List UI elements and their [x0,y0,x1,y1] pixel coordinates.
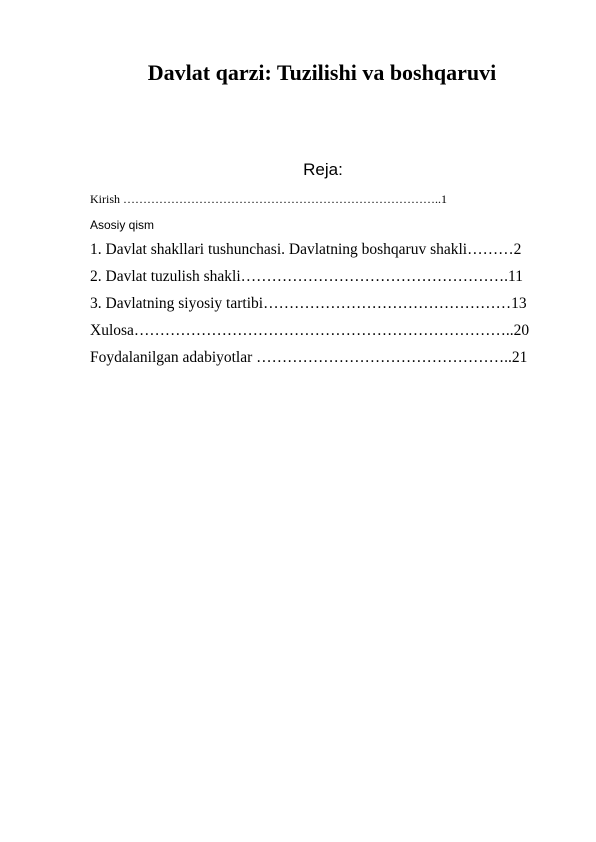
toc-entry-asosiy-qism: Asosiy qism [90,218,155,232]
document-title: Davlat qarzi: Tuzilishi va boshqaruvi [147,60,497,85]
toc-entry-2: 2. Davlat tuzulish shakli…………………………………………….11 [90,268,523,285]
toc-entry-kirish: Kirish ……………………………………………………………………..1 [90,192,447,206]
toc-entry-1: 1. Davlat shakllari tushunchasi. Davlatning boshqaruv shakli………2 [90,241,522,258]
toc-entry-xulosa: Xulosa………………………………………………………………..20 [90,322,530,339]
toc-heading: Reja: [303,160,343,179]
toc-entry-3: 3. Davlatning siyosiy tartibi…………………………………………13 [90,295,527,312]
toc-entry-adabiyotlar: Foydalanilgan adabiyotlar …………………………………………..21 [90,349,528,366]
